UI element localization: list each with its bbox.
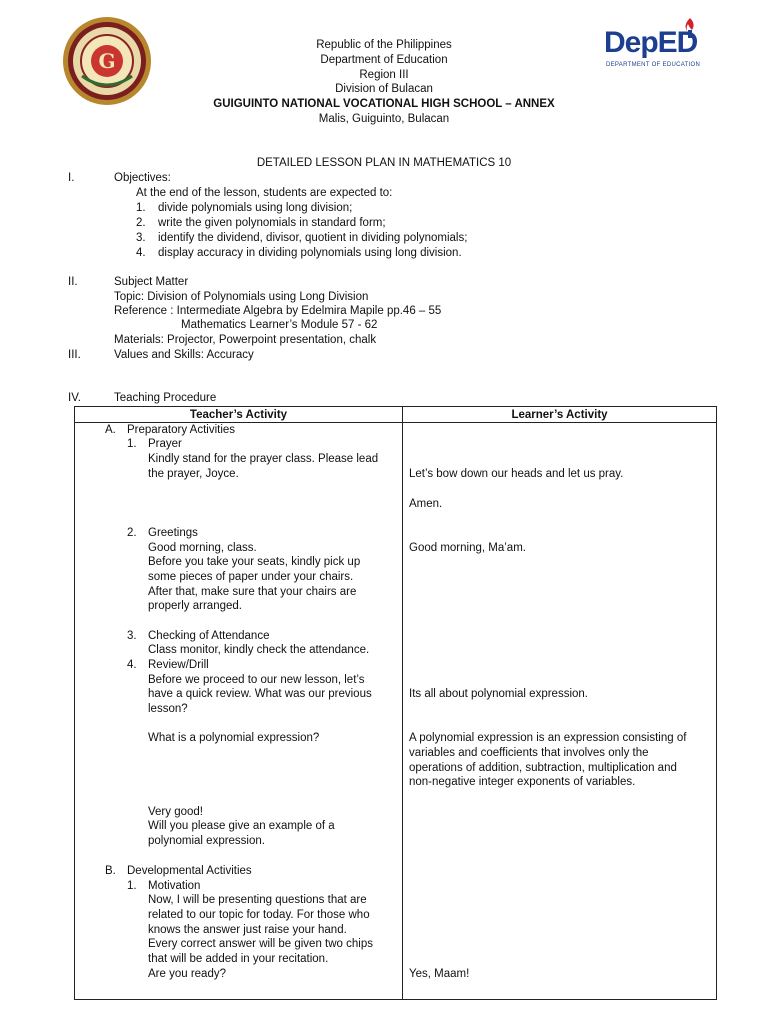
learner-line: Its all about polynomial expression. bbox=[409, 688, 588, 700]
list-letter: B. bbox=[105, 865, 116, 877]
learner-line: Amen. bbox=[409, 498, 443, 510]
objective-number: 1. bbox=[136, 202, 146, 214]
learner-line: Yes, Maam! bbox=[409, 968, 470, 980]
school-address: Malis, Guiguinto, Bulacan bbox=[318, 112, 450, 125]
teacher-line: have a quick review. What was our previous bbox=[148, 688, 372, 700]
teacher-line: Before we proceed to our new lesson, let’s bbox=[148, 674, 365, 686]
learner-line: non-negative integer exponents of variables. bbox=[409, 776, 636, 788]
section-number: I. bbox=[68, 172, 75, 184]
teacher-line: some pieces of paper under your chairs. bbox=[148, 571, 354, 583]
list-number: 2. bbox=[127, 527, 137, 539]
header-line: Republic of the Philippines bbox=[316, 39, 452, 51]
learner-line: operations of addition, subtraction, multiplication and bbox=[409, 762, 677, 774]
objective-number: 3. bbox=[136, 232, 146, 244]
lesson-plan-title: DETAILED LESSON PLAN IN MATHEMATICS 10 bbox=[256, 157, 512, 169]
objectives-heading: Objectives: bbox=[114, 172, 171, 184]
subject-reference: Reference : Intermediate Algebra by Edelmira Mapile pp.46 – 55 bbox=[114, 305, 442, 317]
item-title: Motivation bbox=[148, 880, 201, 892]
teacher-line: Before you take your seats, kindly pick up bbox=[148, 556, 361, 568]
learner-line: A polynomial expression is an expression consisting of bbox=[409, 732, 687, 744]
learner-column-header: Learner’s Activity bbox=[403, 407, 717, 423]
header-line: Division of Bulacan bbox=[335, 83, 433, 96]
objective-number: 2. bbox=[136, 217, 146, 229]
objective-text: divide polynomials using long division; bbox=[158, 202, 353, 214]
header-line: Region III bbox=[359, 68, 409, 81]
learner-line: Good morning, Ma’am. bbox=[409, 542, 526, 554]
teacher-line: Now, I will be presenting questions that are bbox=[148, 894, 367, 906]
teacher-line: related to our topic for today. For those who bbox=[148, 909, 370, 921]
teacher-line: Class monitor, kindly check the attendance. bbox=[148, 644, 370, 656]
teaching-procedure-table bbox=[74, 406, 717, 1000]
learner-line: variables and coefficients that involves only the bbox=[409, 747, 649, 759]
svg-text:G: G bbox=[98, 49, 116, 73]
objective-text: identify the dividend, divisor, quotient in dividing polynomials; bbox=[158, 232, 468, 244]
objective-text: display accuracy in dividing polynomials using long division. bbox=[158, 247, 462, 259]
list-number: 3. bbox=[127, 630, 137, 642]
teacher-line: that will be added in your recitation. bbox=[148, 953, 329, 965]
subject-heading: Subject Matter bbox=[114, 276, 189, 288]
document-header bbox=[0, 38, 768, 127]
teacher-activity-cell bbox=[75, 423, 403, 1000]
procedure-heading: Teaching Procedure bbox=[114, 392, 217, 404]
item-title: Checking of Attendance bbox=[148, 630, 270, 642]
header-line: Department of Education bbox=[320, 53, 448, 66]
section-number: IV. bbox=[68, 392, 82, 404]
teacher-line: What is a polynomial expression? bbox=[148, 732, 320, 744]
deped-subtitle: DEPARTMENT OF EDUCATION bbox=[606, 62, 701, 68]
section-title: Preparatory Activities bbox=[127, 424, 236, 436]
subject-topic: Topic: Division of Polynomials using Long Division bbox=[114, 291, 369, 303]
teacher-line: polynomial expression. bbox=[148, 835, 265, 847]
teacher-line: lesson? bbox=[148, 703, 188, 715]
teacher-line: the prayer, Joyce. bbox=[148, 468, 239, 480]
teacher-line: Good morning, class. bbox=[148, 542, 257, 554]
objectives-intro: At the end of the lesson, students are expected to: bbox=[136, 187, 393, 199]
teacher-line: properly arranged. bbox=[148, 600, 242, 612]
teacher-line: Kindly stand for the prayer class. Please lead bbox=[148, 453, 379, 465]
values-text: Values and Skills: Accuracy bbox=[114, 349, 254, 361]
subject-materials: Materials: Projector, Powerpoint presentation, chalk bbox=[114, 334, 377, 346]
section-number: III. bbox=[68, 349, 81, 361]
learner-activity-cell bbox=[403, 423, 717, 1000]
list-number: 1. bbox=[127, 438, 137, 450]
teacher-line: Will you please give an example of a bbox=[148, 820, 335, 832]
item-title: Greetings bbox=[148, 527, 198, 539]
item-title: Review/Drill bbox=[148, 659, 209, 671]
list-number: 4. bbox=[127, 659, 137, 671]
teacher-line: After that, make sure that your chairs are bbox=[148, 586, 357, 598]
section-title: Developmental Activities bbox=[127, 865, 252, 877]
school-name: GUIGUINTO NATIONAL VOCATIONAL HIGH SCHOOL – ANNEX bbox=[213, 98, 555, 111]
subject-reference-2: Mathematics Learner’s Module 57 - 62 bbox=[181, 319, 378, 331]
deped-brand-text: DepED bbox=[604, 26, 698, 59]
objective-number: 4. bbox=[136, 247, 146, 259]
item-title: Prayer bbox=[148, 438, 182, 450]
list-number: 1. bbox=[127, 880, 137, 892]
teacher-line: Every correct answer will be given two chips bbox=[148, 938, 373, 950]
teacher-line: Are you ready? bbox=[148, 968, 226, 980]
teacher-line: knows the answer just raise your hand. bbox=[148, 924, 347, 936]
teacher-line: Very good! bbox=[148, 806, 203, 818]
teacher-column-header: Teacher’s Activity bbox=[75, 407, 403, 423]
list-letter: A. bbox=[105, 424, 116, 436]
learner-line: Let’s bow down our heads and let us pray. bbox=[409, 468, 624, 480]
section-number: II. bbox=[68, 276, 78, 288]
objective-text: write the given polynomials in standard form; bbox=[158, 217, 386, 229]
